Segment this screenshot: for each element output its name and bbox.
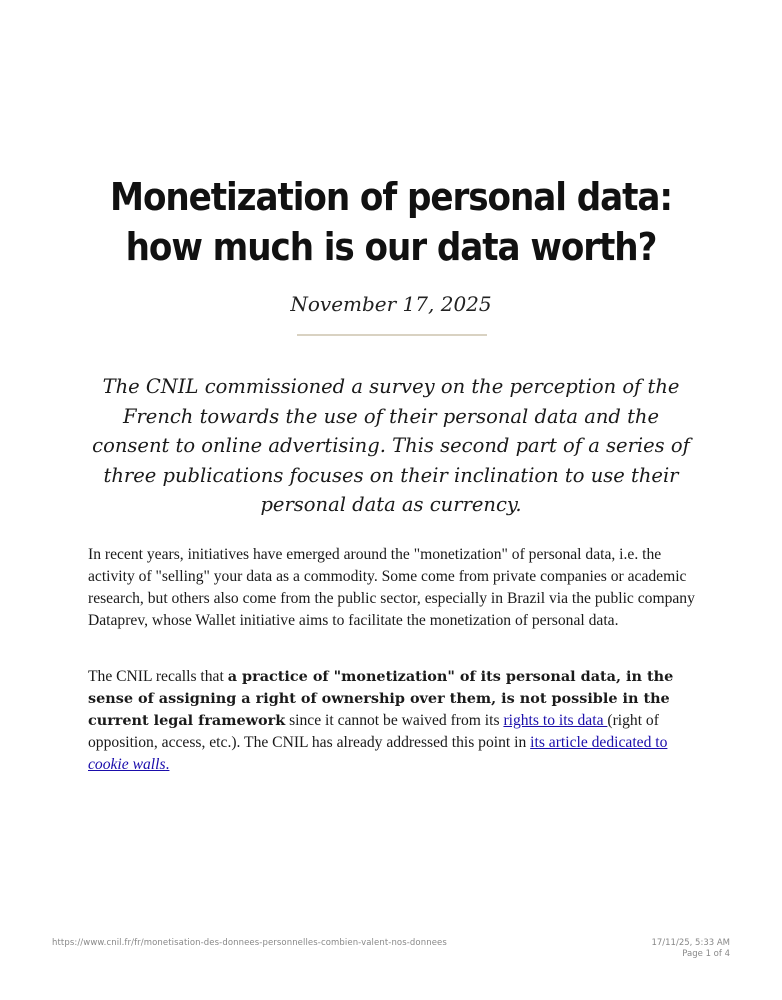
title-divider: [297, 334, 487, 336]
article-lead: The CNIL commissioned a survey on the perception of the French towards the use of their personal data and the consent to online advertising. This second part of a series of three publications focuses on their inclination to use their personal data as currency.: [92, 375, 690, 516]
body-paragraph-2: [88, 666, 698, 776]
footer-url: https://www.cnil.fr/fr/monetisation-des-donnees-personnelles-combien-valent-nos-donnees: [52, 938, 447, 948]
paragraph-2-after-link: (right of opposition, access, etc.). The CNIL has already addressed this point in: [88, 712, 659, 751]
paragraph-2-middle: since it cannot be waived from its: [285, 712, 504, 729]
body-paragraph-1: In recent years, initiatives have emerged around the "monetization" of personal data, i.e. the activity of "selling" your data as a commodity. Some come from private companies or academic research, but others also come from the public sector, especially in Brazil via the public company Dataprev, whose Wallet initiative aims to facilitate the monetization of personal data.: [88, 546, 695, 629]
paragraph-2-bold-statement: a practice of "monetization" of its personal data, in the sense of assigning a right of ownership over them, is not possible in the current legal framework: [88, 668, 674, 729]
paragraph-2-intro: The CNIL recalls that: [88, 668, 228, 685]
cookie-walls-link-end: .: [165, 756, 170, 773]
rights-to-data-link[interactable]: rights to its data: [503, 712, 608, 729]
footer-page-number: Page 1 of 4: [682, 949, 730, 959]
article-title: Monetization of personal data: how much is our data worth?: [110, 175, 672, 269]
publication-date: November 17, 2025: [290, 292, 492, 316]
footer-meta: [651, 938, 730, 960]
footer-datetime: 17/11/25, 5:33 AM: [651, 938, 730, 948]
cookie-walls-link-text: its article dedicated to: [530, 734, 668, 751]
cookie-walls-link-italic: cookie walls: [88, 756, 166, 773]
